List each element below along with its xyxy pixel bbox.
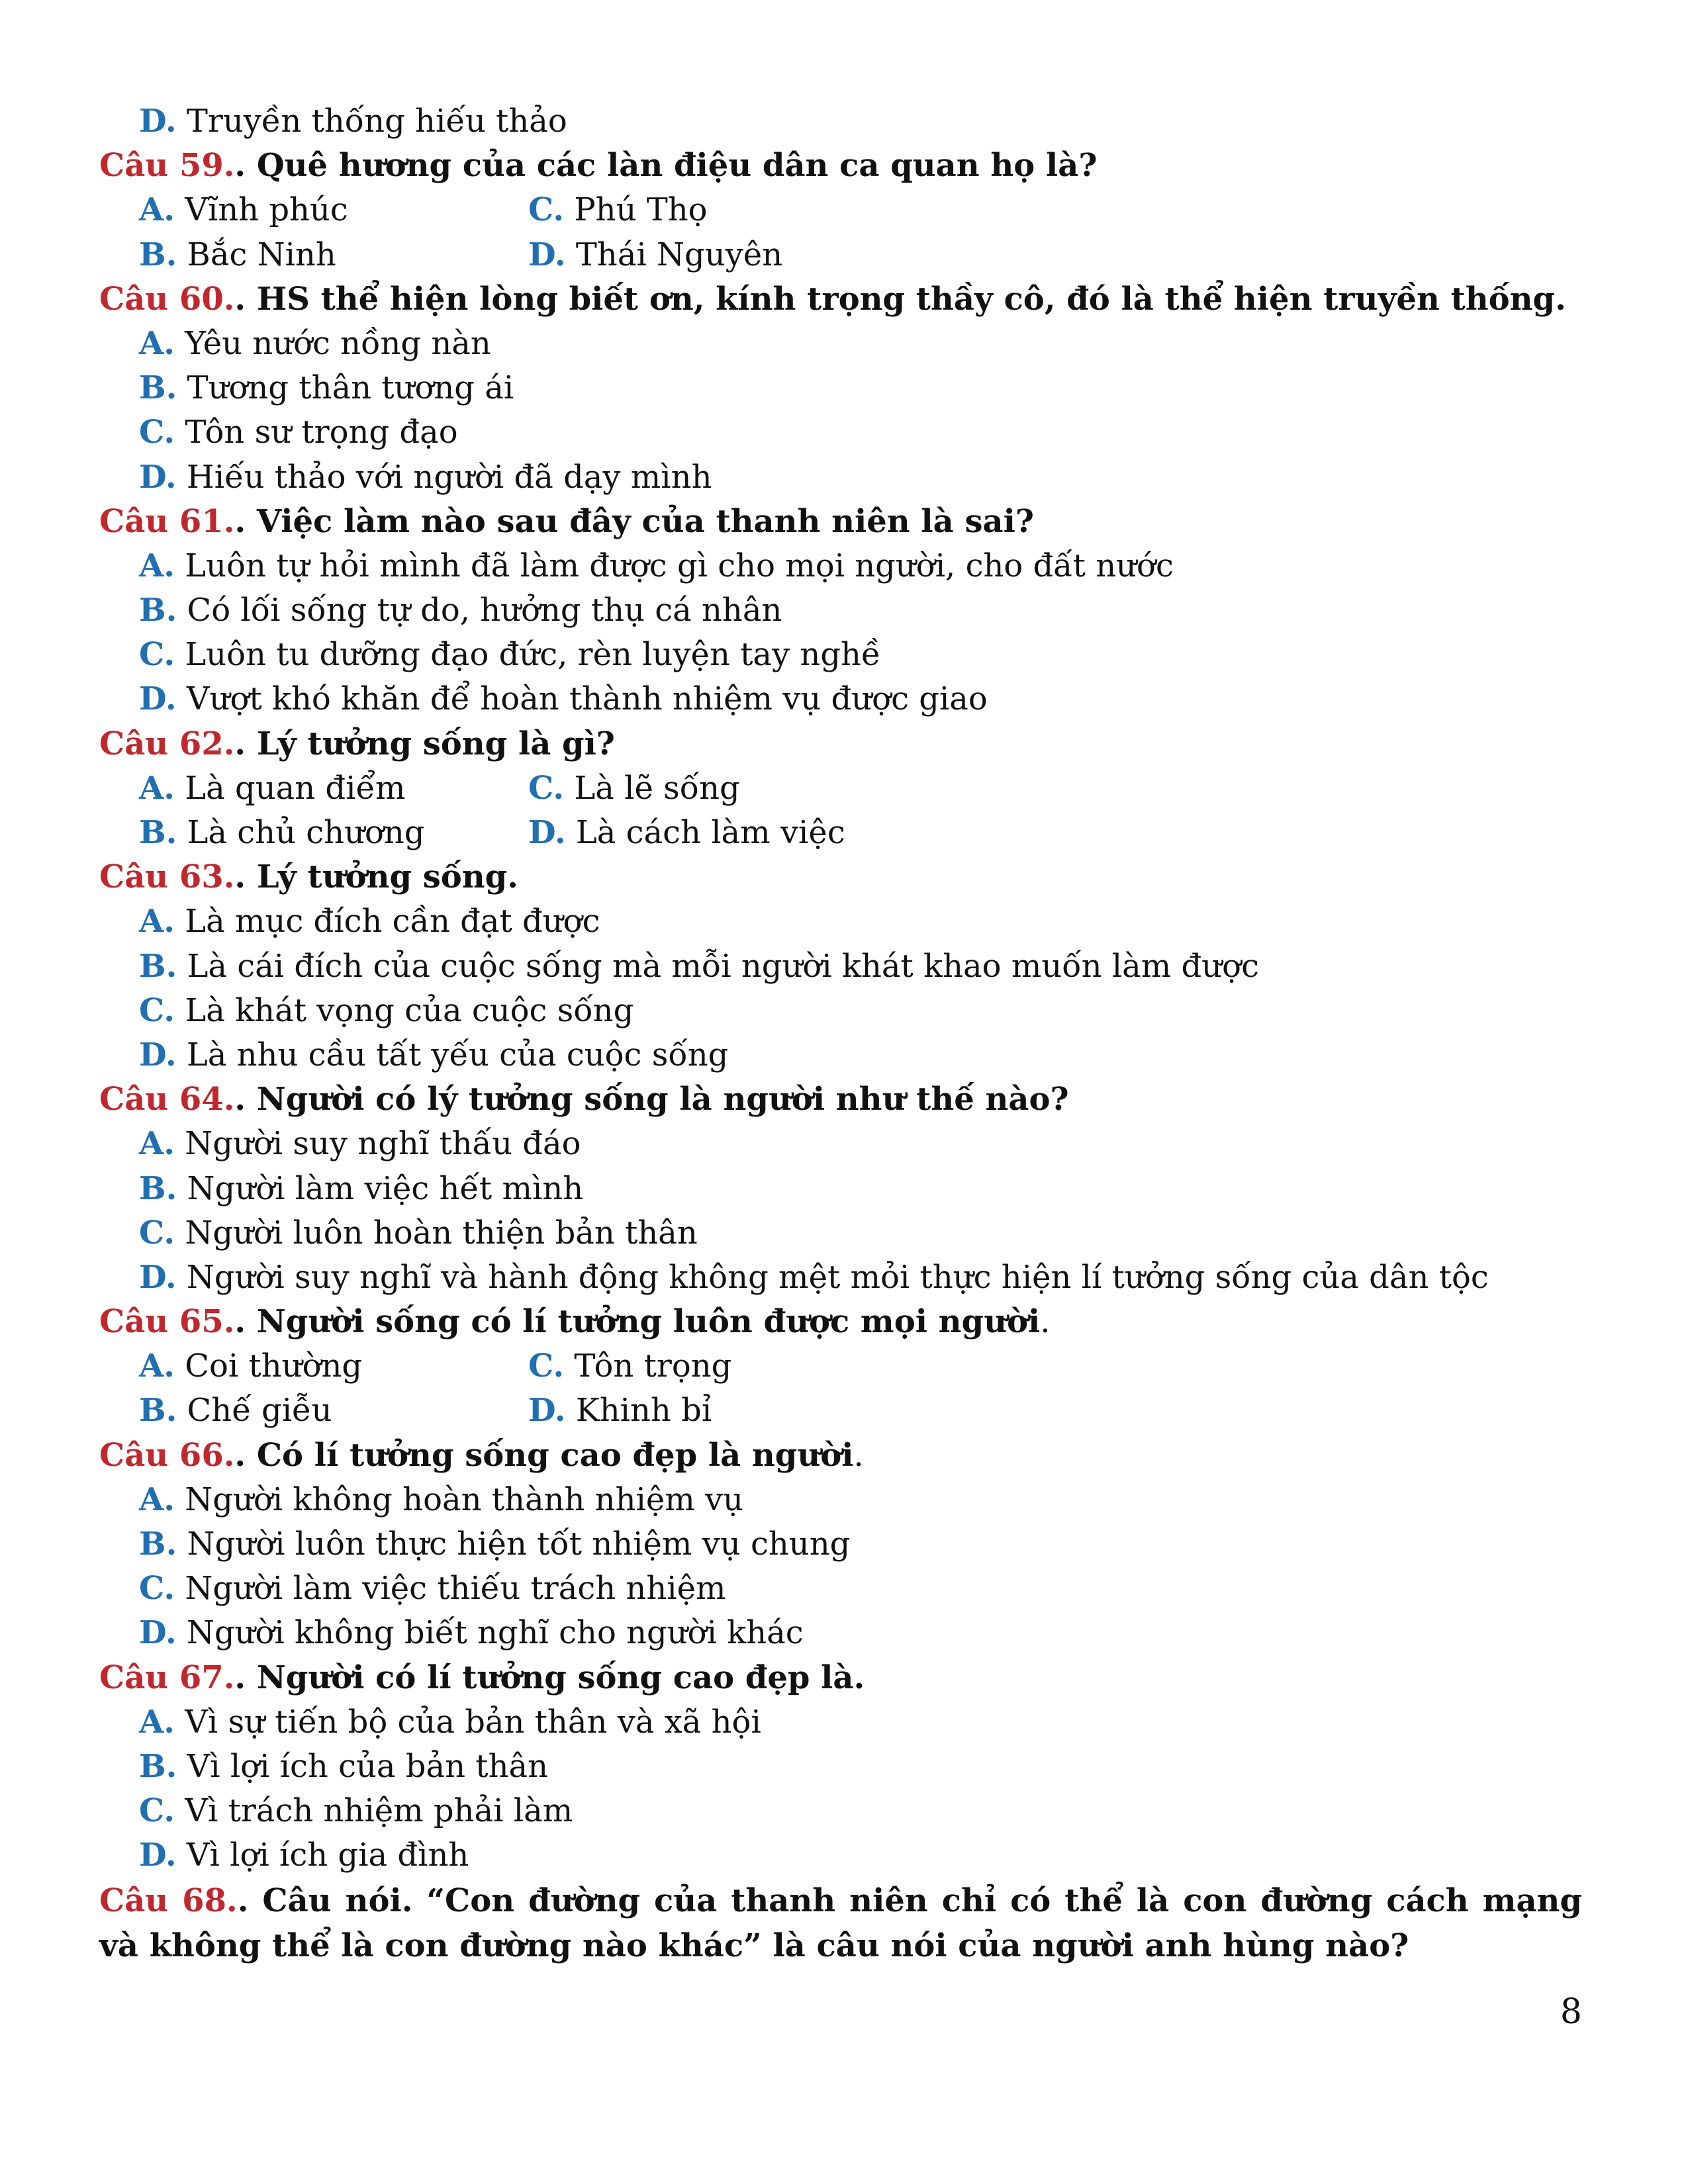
question-text: . Lý tưởng sống. [234,858,518,896]
option-letter: B. [139,1747,177,1785]
option-d [528,1388,712,1433]
option-b [99,1522,1582,1567]
question-text: . Câu nói. “Con đường của thanh niên chỉ có thể là con đường cách mạng và không thể là con đường nào khác” là câu nói của người anh hùng nào? [99,1882,1583,1964]
option-c [99,1567,1582,1611]
option-letter: C. [139,991,175,1029]
option-text: Yêu nước nồng nàn [185,324,491,362]
option-text: Hiếu thảo với người đã dạy mình [186,458,712,496]
option-letter: B. [139,947,177,985]
option-text: Người không biết nghĩ cho người khác [186,1614,804,1652]
question-number: Câu 68. [99,1882,238,1919]
option-letter: A. [139,769,175,807]
option-letter: B. [139,592,177,629]
option-letter: D. [139,1614,177,1652]
option-d [99,455,1582,500]
question-number: Câu 66. [99,1436,235,1474]
option-text: Là mục đích cần đạt được [185,903,600,940]
option-b [99,366,1582,410]
option-b [139,236,336,273]
option-text: Người luôn thực hiện tốt nhiệm vụ chung [187,1525,851,1563]
option-text: Coi thường [185,1347,363,1385]
option-b [139,1392,332,1429]
option-text: Là lẽ sống [574,769,740,807]
option-letter: A. [139,1125,175,1163]
option-a [99,899,1582,944]
question-trailing: . [1040,1303,1051,1341]
option-letter: B. [139,1169,177,1207]
option-text: Người suy nghĩ và hành động không mệt mỏi thực hiện lí tưởng sống của dân tộc [186,1258,1489,1296]
option-d [99,1033,1582,1077]
option-text: Luôn tu dưỡng đạo đức, rèn luyện tay nghề [185,636,881,674]
option-text: Khinh bỉ [575,1392,712,1430]
option-letter: A. [139,1347,175,1385]
option-letter: A. [139,191,175,229]
question-66 [99,1433,1582,1478]
option-a [139,1347,362,1385]
option-a [99,322,1582,366]
option-row [99,811,1582,855]
option-letter: B. [139,369,177,407]
option-a [139,191,348,228]
option-letter: B. [139,814,177,851]
option-letter: A. [139,1480,175,1518]
option-b [99,944,1582,989]
option-text: Thái Nguyên [575,236,783,273]
option-letter: D. [528,814,566,851]
option-text: Tôn trọng [574,1347,732,1385]
option-text: Người làm việc hết mình [187,1169,584,1207]
option-c [99,410,1582,455]
option-text: Là chủ chương [187,814,425,851]
option-letter: A. [139,1703,175,1741]
option-d [99,677,1582,721]
document-page [99,99,1582,1968]
option-b [99,1745,1582,1789]
option-row [99,188,1582,232]
option-text: Phú Thọ [574,191,708,229]
option-text: Vì lợi ích gia đình [186,1837,469,1874]
option-d [528,233,782,277]
option-d [99,1833,1582,1878]
option-letter: C. [139,414,175,451]
question-number: Câu 61. [99,502,235,540]
option-text: Người luôn hoàn thiện bản thân [185,1214,698,1251]
option-c [528,766,740,811]
option-text: Có lối sống tự do, hưởng thụ cá nhân [187,592,782,629]
question-67 [99,1656,1582,1700]
question-text: . Người có lý tưởng sống là người như thế nào? [234,1081,1069,1118]
question-text: . Người có lí tưởng sống cao đẹp là. [234,1659,865,1696]
question-number: Câu 64. [99,1081,235,1118]
option-text: Là nhu cầu tất yếu của cuộc sống [186,1036,729,1073]
question-65 [99,1300,1582,1344]
question-number: Câu 65. [99,1303,235,1341]
question-64 [99,1077,1582,1122]
option-d [528,811,845,855]
page-number: 8 [1560,1992,1582,2032]
question-61 [99,500,1582,544]
option-letter: D. [139,1036,177,1073]
option-text: Tương thân tương ái [187,369,514,407]
question-number: Câu 63. [99,858,235,896]
option-letter: C. [528,191,565,229]
question-63 [99,855,1582,899]
option-row [99,233,1582,277]
question-68 [99,1878,1582,1968]
question-text: . Người sống có lí tưởng luôn được mọi người [234,1303,1041,1341]
option-c [528,1344,731,1388]
option-letter: D. [139,1837,177,1874]
option-letter: B. [139,236,177,273]
question-text: . HS thể hiện lòng biết ơn, kính trọng thầy cô, đó là thể hiện truyền thống. [234,280,1566,318]
option-letter: C. [528,1347,565,1385]
option-text: Tôn sư trọng đạo [185,414,458,451]
option-letter: B. [139,1525,177,1563]
option-letter: D. [139,1258,177,1296]
option-letter: A. [139,903,175,940]
option-text: Vì lợi ích của bản thân [187,1747,549,1785]
question-60 [99,277,1582,322]
question-59 [99,144,1582,188]
option-text: Người không hoàn thành nhiệm vụ [185,1480,744,1518]
option-c [99,1211,1582,1255]
option-text: Là quan điểm [185,769,406,807]
option-c [528,188,708,232]
option-letter: D. [139,103,177,140]
option-text: Truyền thống hiếu thảo [186,103,567,140]
question-62 [99,722,1582,766]
option-text: Là khát vọng của cuộc sống [185,991,634,1029]
option-b [99,1167,1582,1211]
option-letter: C. [139,1214,175,1251]
question-number: Câu 60. [99,280,235,318]
option-text: Luôn tự hỏi mình đã làm được gì cho mọi người, cho đất nước [185,547,1174,584]
option-d [99,1611,1582,1655]
option-text: Vì trách nhiệm phải làm [185,1792,573,1830]
question-text: . Quê hương của các làn điệu dân ca quan họ là? [234,147,1098,185]
option-letter: D. [139,458,177,496]
option-a [99,1122,1582,1166]
option-row [99,766,1582,811]
option-text: Là cách làm việc [575,814,845,851]
option-text: Bắc Ninh [187,236,336,273]
option-text: Vì sự tiến bộ của bản thân và xã hội [185,1703,761,1741]
question-number: Câu 59. [99,147,235,185]
option-d [99,1255,1582,1300]
option-a [99,1700,1582,1745]
question-text: . Việc làm nào sau đây của thanh niên là sai? [234,502,1034,540]
option-c [99,989,1582,1033]
option-text: Chế giễu [187,1392,332,1430]
option-text: Người làm việc thiếu trách nhiệm [185,1570,726,1608]
question-number: Câu 62. [99,725,235,762]
option-letter: D. [528,236,566,273]
option-letter: C. [139,1792,175,1830]
option-letter: A. [139,547,175,584]
option-carry-over [99,99,1582,144]
question-text: . Có lí tưởng sống cao đẹp là người [234,1436,854,1474]
option-row [99,1344,1582,1388]
option-letter: D. [139,680,177,718]
option-letter: C. [139,1570,175,1608]
option-row [99,1388,1582,1433]
option-letter: C. [528,769,565,807]
option-letter: D. [528,1392,566,1430]
option-b [99,588,1582,633]
option-text: Vượt khó khăn để hoàn thành nhiệm vụ được giao [186,680,988,718]
option-letter: B. [139,1392,177,1430]
option-text: Là cái đích của cuộc sống mà mỗi người khát khao muốn làm được [187,947,1259,985]
option-text: Người suy nghĩ thấu đáo [185,1125,581,1163]
option-b [139,814,425,851]
option-text: Vĩnh phúc [185,191,348,229]
question-text: . Lý tưởng sống là gì? [234,725,615,762]
option-c [99,633,1582,677]
question-trailing: . [853,1436,864,1474]
option-letter: A. [139,324,175,362]
option-a [99,1478,1582,1522]
question-number: Câu 67. [99,1659,235,1696]
option-c [99,1789,1582,1833]
option-letter: C. [139,636,175,674]
option-a [99,544,1582,588]
option-a [139,770,406,807]
